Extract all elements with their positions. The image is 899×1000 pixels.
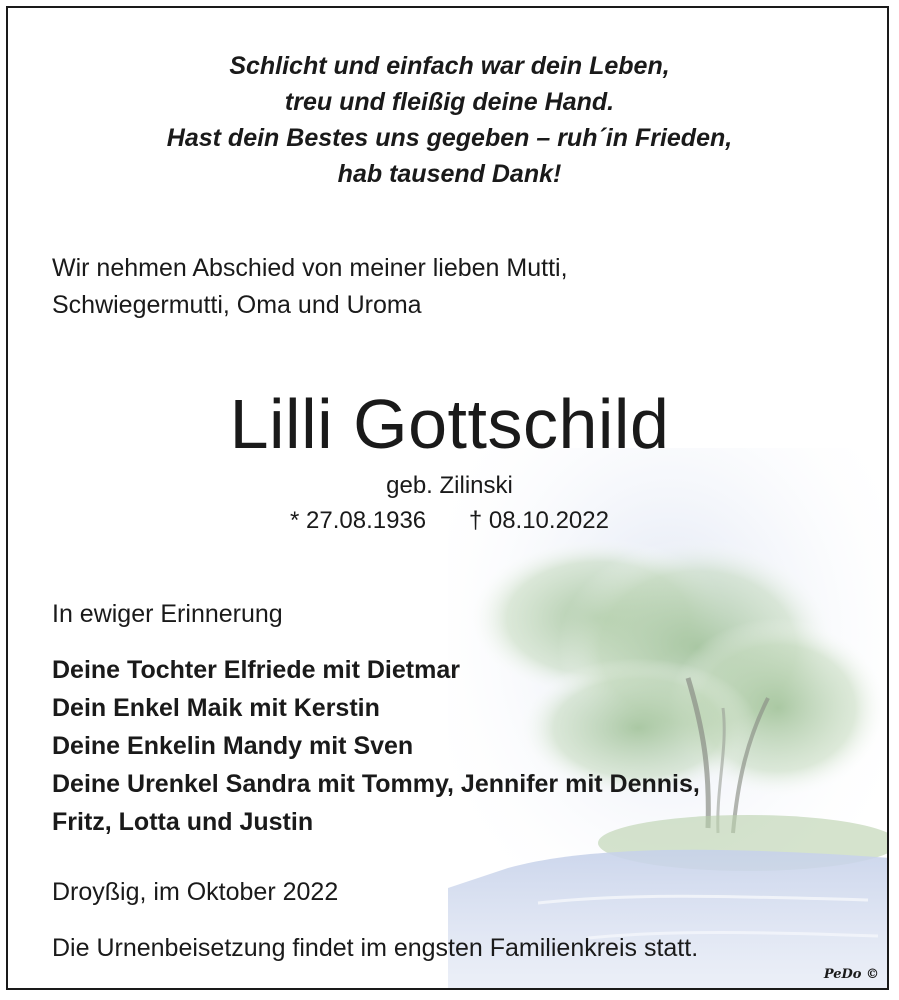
poem [8, 48, 889, 192]
memory-line: In ewiger Erinnerung [52, 600, 283, 628]
deceased-name: Lilli Gottschild [229, 385, 670, 463]
obituary-frame [6, 6, 889, 990]
family-line: Deine Tochter Elfriede mit Dietmar [52, 656, 460, 684]
life-dates [8, 505, 889, 537]
funeral-note: Die Urnenbeisetzung findet im engsten Familienkreis statt. [52, 934, 699, 962]
family-line: Dein Enkel Maik mit Kerstin [52, 694, 380, 722]
intro-text [52, 250, 568, 324]
poem-line: hab tausend Dank! [337, 160, 562, 188]
family-line: Deine Enkelin Mandy mit Sven [52, 732, 414, 760]
copyright-mark: PeDo © [823, 967, 879, 982]
birth-date: * 27.08.1936 [290, 507, 427, 534]
death-date: † 08.10.2022 [468, 507, 609, 534]
family-list [52, 651, 700, 841]
poem-line: treu und fleißig deine Hand. [284, 88, 615, 116]
maiden-name: geb. Zilinski [386, 472, 513, 499]
family-line: Deine Urenkel Sandra mit Tommy, Jennifer mit Dennis, [52, 770, 700, 798]
place-date: Droyßig, im Oktober 2022 [52, 878, 339, 906]
poem-line: Schlicht und einfach war dein Leben, [229, 52, 670, 80]
intro-line: Wir nehmen Abschied von meiner lieben Mutti, [52, 254, 568, 282]
family-line: Fritz, Lotta und Justin [52, 808, 314, 836]
intro-line: Schwiegermutti, Oma und Uroma [52, 291, 422, 319]
poem-line: Hast dein Bestes uns gegeben – ruh´in Frieden, [166, 124, 733, 152]
